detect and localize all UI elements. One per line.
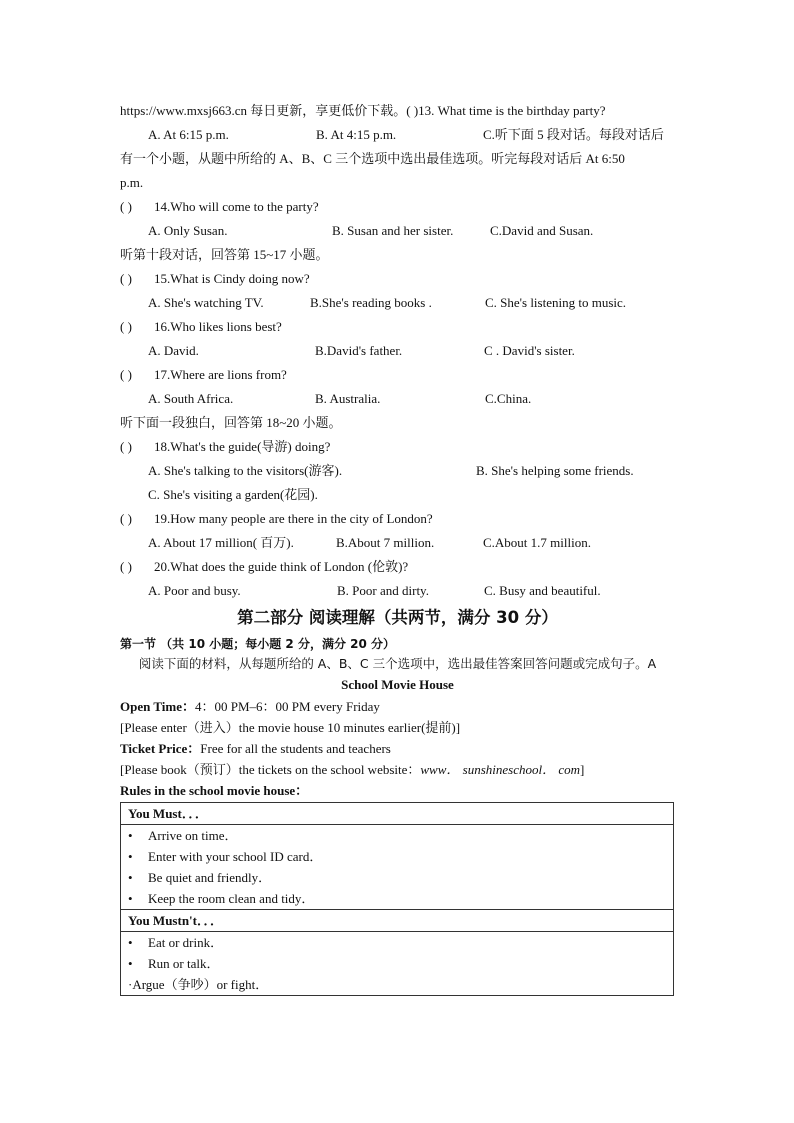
question-number: 16.	[154, 319, 171, 334]
option-a: A. About 17 million( 百万).	[148, 535, 294, 550]
question-text: What does the guide think of London (伦敦)?	[170, 559, 409, 574]
q20-options	[120, 579, 675, 603]
option-c: C.David and Susan.	[490, 223, 594, 238]
question-20	[120, 555, 675, 579]
option-c: C.China.	[485, 391, 532, 406]
q17-options	[120, 387, 675, 411]
rule-text: Enter with your school ID card．	[148, 849, 323, 864]
q18-options	[120, 459, 675, 483]
answer-blank[interactable]: ( )	[120, 271, 132, 286]
option-a: A. She's watching TV.	[148, 295, 264, 310]
question-text: What's the guide(导游) doing?	[170, 439, 331, 454]
option-a: A. Only Susan.	[148, 223, 228, 238]
rule-item	[128, 846, 666, 867]
q13-option-a: A. At 6:15 p.m.	[148, 127, 229, 142]
option-b: B. Poor and dirty.	[337, 583, 429, 598]
header-line: https://www.mxsj663.cn 每日更新，享更低价下载。( )13. What time is the birthday party?	[120, 103, 606, 118]
option-b: B.David's father.	[315, 343, 403, 358]
dialog-10-intro: 听第十段对话，回答第 15~17 小题。	[120, 247, 329, 262]
open-time-line	[120, 696, 675, 717]
question-14	[120, 195, 675, 219]
option-b: B.She's reading books .	[310, 295, 432, 310]
booking-suffix: ]	[580, 762, 585, 777]
q13-option-b: B. At 4:15 p.m.	[316, 127, 397, 142]
rules-title: Rules in the school movie house：	[120, 783, 309, 798]
question-17	[120, 363, 675, 387]
monologue-intro: 听下面一段独白，回答第 18~20 小题。	[120, 415, 342, 430]
bullet-icon: •	[128, 956, 133, 971]
exam-page	[120, 99, 675, 996]
option-b: B. Australia.	[315, 391, 381, 406]
option-c: C . David's sister.	[484, 343, 575, 358]
question-number: 15.	[154, 271, 171, 286]
rule-item	[128, 867, 666, 888]
bullet-icon: •	[128, 891, 133, 906]
q15-options	[120, 291, 675, 315]
answer-blank[interactable]: ( )	[120, 559, 132, 574]
rule-item: ·Argue（争吵）or fight．	[128, 977, 269, 992]
passage-title: School Movie House	[341, 677, 454, 692]
option-a: A. South Africa.	[148, 391, 234, 406]
option-c: C. She's visiting a garden(花园).	[148, 487, 318, 502]
q13-option-c: C.听下面 5 段对话。每段对话后	[483, 127, 664, 142]
q16-options	[120, 339, 675, 363]
question-18	[120, 435, 675, 459]
rules-mustnt-body	[121, 932, 674, 996]
open-time-value: 4：00 PM–6：00 PM every Friday	[195, 699, 380, 714]
rules-must-header: You Must．．．	[121, 803, 674, 825]
enter-note: [Please enter（进入）the movie house 10 minutes earlier(提前)]	[120, 720, 461, 735]
booking-note	[120, 759, 675, 780]
instruction-line-end: p.m.	[120, 175, 144, 190]
option-b: B.About 7 million.	[336, 535, 435, 550]
ticket-price-value: Free for all the students and teachers	[200, 741, 391, 756]
answer-blank[interactable]: ( )	[120, 199, 132, 214]
q19-options	[120, 531, 675, 555]
bullet-icon: •	[128, 849, 133, 864]
rules-must-header-row	[121, 803, 674, 825]
rule-text: Eat or drink．	[148, 935, 224, 950]
rules-must-body	[121, 825, 674, 910]
question-text: Who will come to the party?	[170, 199, 319, 214]
option-c: C.About 1.7 million.	[483, 535, 591, 550]
option-b: B. She's helping some friends.	[476, 463, 634, 478]
bullet-icon: •	[128, 828, 133, 843]
rule-text: Arrive on time．	[148, 828, 238, 843]
q14-options	[120, 219, 675, 243]
option-a: A. David.	[148, 343, 199, 358]
rule-item	[128, 953, 666, 974]
option-a: A. Poor and busy.	[148, 583, 241, 598]
rule-text: Be quiet and friendly．	[148, 870, 272, 885]
question-text: Where are lions from?	[170, 367, 287, 382]
question-16	[120, 315, 675, 339]
question-text: Who likes lions best?	[170, 319, 282, 334]
option-b: B. Susan and her sister.	[332, 223, 454, 238]
answer-blank[interactable]: ( )	[120, 439, 132, 454]
ticket-price-line	[120, 738, 675, 759]
question-number: 14.	[154, 199, 171, 214]
q13-options	[120, 123, 675, 147]
rules-must-list	[121, 825, 674, 910]
answer-blank[interactable]: ( )	[120, 367, 132, 382]
rules-mustnt-list	[121, 932, 674, 996]
rule-text: Run or talk．	[148, 956, 220, 971]
rule-item	[128, 932, 666, 953]
open-time-label: Open Time：	[120, 699, 196, 714]
answer-blank[interactable]: ( )	[120, 511, 132, 526]
question-number: 17.	[154, 367, 171, 382]
question-number: 18.	[154, 439, 171, 454]
question-number: 19.	[154, 511, 171, 526]
ticket-price-label: Ticket Price：	[120, 741, 201, 756]
question-15	[120, 267, 675, 291]
option-c: C. Busy and beautiful.	[484, 583, 601, 598]
bullet-icon: •	[128, 935, 133, 950]
q18-options-row2	[120, 483, 675, 507]
option-a: A. She's talking to the visitors(游客).	[148, 463, 343, 478]
question-text: How many people are there in the city of London?	[170, 511, 433, 526]
section-one-title: 第一节 （共 10 小题；每小题 2 分，满分 20 分）	[120, 637, 395, 651]
question-19	[120, 507, 675, 531]
bullet-icon: •	[128, 870, 133, 885]
question-text: What is Cindy doing now?	[170, 271, 310, 286]
booking-website: www． sunshineschool． com	[420, 762, 581, 777]
part-two-title: 第二部分 阅读理解（共两节，满分 30 分）	[237, 608, 558, 627]
answer-blank[interactable]: ( )	[120, 319, 132, 334]
instruction-line: 有一个小题，从题中所给的 A、B、C 三个选项中选出最佳选项。听完每段对话后 At 6:50	[120, 151, 625, 166]
rule-item	[128, 825, 666, 846]
rules-table	[120, 802, 674, 996]
rules-mustnt-header-row	[121, 910, 674, 932]
rule-text: Keep the room clean and tidy．	[148, 891, 315, 906]
rules-mustnt-header: You Mustn't．．．	[121, 910, 674, 932]
option-c: C. She's listening to music.	[485, 295, 627, 310]
rule-item	[128, 888, 666, 909]
booking-prefix: [Please book（预订）the tickets on the school website：	[120, 762, 421, 777]
section-one-instructions: 阅读下面的材料，从每题所给的 A、B、C 三个选项中，选出最佳答案回答问题或完成句子。A	[138, 656, 657, 671]
question-number: 20.	[154, 559, 171, 574]
